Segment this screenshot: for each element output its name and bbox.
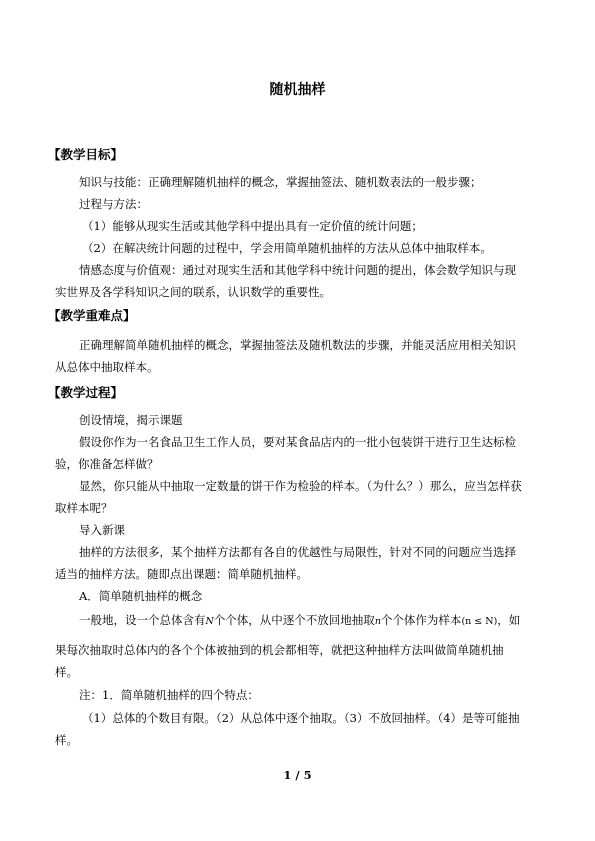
- note-line: （1）总体的个数目有限。（2）从总体中逐个抽取。（3）不放回抽样。（4）是等可能抽: [82, 711, 520, 725]
- key-points-line: 正确理解简单随机抽样的概念，掌握抽签法及随机数法的步骤，并能灵活应用相关知识: [79, 338, 516, 352]
- note-line: 样。: [55, 733, 78, 747]
- definition-text: 个个体作为样本: [380, 613, 462, 627]
- goals-line: （2）在解决统计问题的过程中，学会用简单随机抽样的方法从总体中抽取样本。: [82, 241, 492, 255]
- process-line: 抽样的方法很多，某个抽样方法都有各自的优越性与局限性，针对不同的问题应当选择: [79, 545, 516, 559]
- definition-text: 一般地，设一个总体含有: [79, 613, 206, 627]
- note-line: 注：1．简单随机抽样的四个特点：: [79, 688, 259, 702]
- goals-heading: 【教学目标】: [48, 147, 124, 162]
- definition-line: 样。: [55, 665, 78, 679]
- process-line: A．简单随机抽样的概念: [79, 589, 203, 603]
- goals-line: （1）能够从现实生活或其他学科中提出具有一定价值的统计问题；: [82, 219, 423, 233]
- process-line: 适当的抽样方法。随即点出课题：简单随机抽样。: [55, 567, 308, 581]
- key-points-line: 从总体中抽取样本。: [55, 360, 159, 374]
- math-n: n: [374, 616, 381, 627]
- process-line: 取样本呢？: [55, 501, 113, 515]
- goals-line: 情感态度与价值观：通过对现实生活和其他学科中统计问题的提出，体会数学知识与现: [79, 263, 516, 277]
- process-line: 创设情境，揭示课题: [79, 413, 183, 427]
- process-line: 导入新课: [79, 523, 125, 537]
- process-line: 假设你作为一名食品卫生工作人员，要对某食品店内的一批小包装饼干进行卫生达标检: [79, 435, 516, 449]
- definition-text: ，如: [497, 613, 521, 627]
- process-line: 验，你准备怎样做？: [55, 457, 159, 471]
- definition-line: [79, 613, 520, 629]
- definition-text: 个个体，从中逐个不放回地抽取: [213, 613, 375, 627]
- process-line: 显然，你只能从中抽取一定数量的饼干作为检验的样本。（为什么？）那么，应当怎样获: [79, 479, 522, 493]
- goals-line: 过程与方法：: [79, 197, 148, 211]
- math-N: N: [205, 616, 214, 627]
- math-condition: (n ≤ N): [461, 616, 498, 627]
- definition-line: 果每次抽取时总体内的各个个体被抽到的机会都相等，就把这种抽样方法叫做简单随机抽: [55, 643, 504, 657]
- process-heading: 【教学过程】: [48, 385, 124, 400]
- document-title: 随机抽样: [269, 82, 326, 98]
- key-points-heading: 【教学重难点】: [48, 308, 136, 323]
- goals-line: 知识与技能：正确理解随机抽样的概念，掌握抽签法、随机数表法的一般步骤；: [79, 175, 482, 189]
- page-number: 1 / 5: [283, 768, 312, 782]
- goals-line: 实世界及各学科知识之间的联系，认识数学的重要性。: [55, 285, 331, 299]
